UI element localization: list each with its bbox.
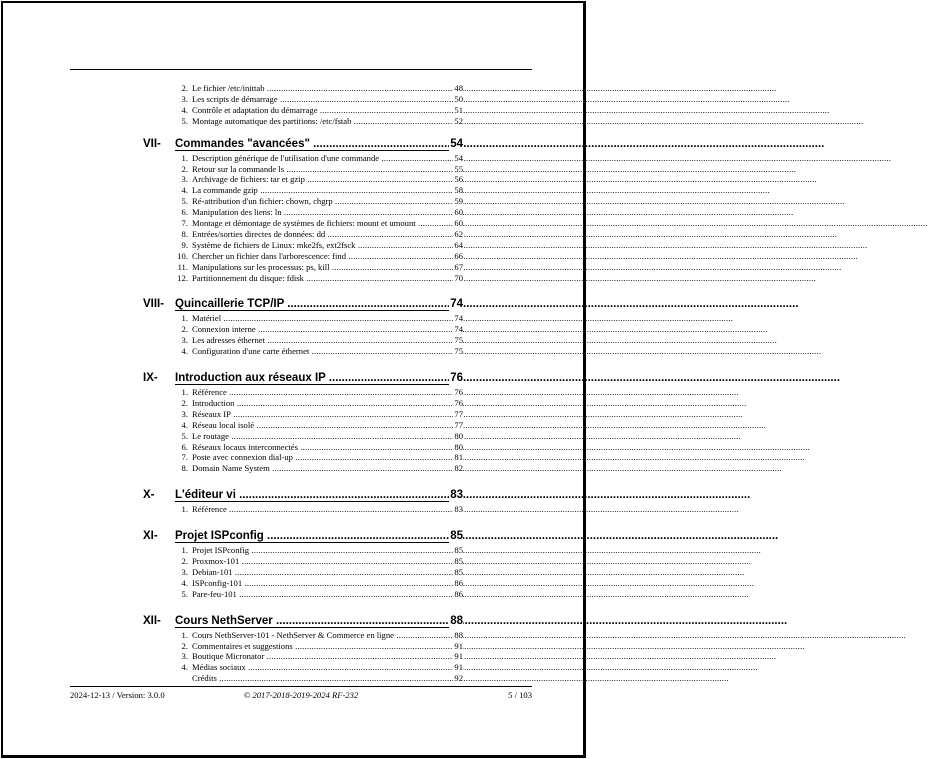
toc-entry-page: 66 bbox=[454, 250, 463, 261]
toc-entry-number: 5. bbox=[181, 430, 188, 441]
toc-entry-title: Ré-attribution d'un fichier: chown, chgrp ..... bbox=[192, 196, 449, 207]
toc-entry-page: 80 bbox=[454, 430, 463, 441]
toc-entry-number: 1. bbox=[181, 545, 188, 556]
chapter-page: 85 bbox=[450, 530, 463, 543]
chapter-roman-numeral: XI- bbox=[143, 530, 158, 543]
toc-entry[interactable] bbox=[181, 313, 463, 324]
toc-entry-number: 10. bbox=[177, 250, 188, 261]
toc-entry[interactable] bbox=[181, 556, 463, 567]
toc-entry[interactable] bbox=[181, 163, 463, 175]
chapter-title: Commandes "avancées" ..... bbox=[175, 138, 824, 150]
toc-entry-page: 86 bbox=[454, 588, 463, 599]
toc-entry-title: Entrées/sorties directes de données: dd ..... bbox=[192, 229, 449, 240]
toc-entry-title: Debian-101 ..... bbox=[192, 567, 449, 578]
toc-chapter-heading[interactable] bbox=[143, 487, 463, 503]
toc-entry-number: 6. bbox=[181, 441, 188, 452]
toc-chapter-heading[interactable] bbox=[143, 613, 463, 629]
toc-entry-number: 6. bbox=[181, 207, 188, 218]
toc-entry[interactable] bbox=[181, 588, 463, 600]
toc-entry-page: 60 bbox=[454, 218, 463, 228]
toc-entry[interactable] bbox=[181, 397, 463, 409]
toc-entry-number: 8. bbox=[181, 228, 188, 239]
toc-entry-page: 88 bbox=[454, 629, 463, 640]
toc-chapter-heading[interactable] bbox=[143, 370, 463, 386]
toc-entry[interactable] bbox=[181, 196, 463, 207]
toc-entry-number: 7. bbox=[181, 452, 188, 463]
toc-entry[interactable] bbox=[181, 463, 463, 474]
toc-entry-number: 4. bbox=[181, 577, 188, 588]
chapter-roman-numeral: X- bbox=[143, 489, 155, 502]
toc-entry-title: Contrôle et adaptation du démarrage ..... bbox=[192, 105, 449, 116]
toc-entry-number: 3. bbox=[181, 566, 188, 577]
toc-entry[interactable] bbox=[181, 640, 463, 652]
toc-entry[interactable] bbox=[181, 185, 463, 196]
chapter-page: 74 bbox=[450, 298, 463, 311]
toc-entry-page: 83 bbox=[454, 504, 463, 515]
toc-entry-title: Manipulation des liens: ln ..... bbox=[192, 207, 449, 218]
toc-entry[interactable] bbox=[177, 250, 463, 262]
toc-entry-page: 74 bbox=[454, 313, 463, 324]
toc-entry-title: Montage et démontage de systèmes de fichiers: mount et umount ..... bbox=[192, 218, 449, 229]
toc-entry[interactable] bbox=[181, 324, 463, 335]
toc-entry-title: Cours NethServer-101 - NethServer & Commerce en ligne ..... bbox=[192, 630, 449, 641]
toc-entry-number: 4. bbox=[181, 419, 188, 430]
toc-entry-number: 8. bbox=[181, 463, 188, 474]
toc-entry[interactable] bbox=[181, 504, 463, 515]
toc-entry[interactable] bbox=[181, 577, 463, 589]
toc-entry-page: 50 bbox=[454, 93, 463, 104]
toc-entry[interactable] bbox=[181, 228, 463, 240]
chapter-roman-numeral: XII- bbox=[143, 614, 161, 627]
toc-entry-page: 76 bbox=[454, 397, 463, 408]
toc-entry-title: Pare-feu-101 ..... bbox=[192, 589, 449, 600]
toc-entry-page: 64 bbox=[454, 239, 463, 250]
toc-entry-page: 82 bbox=[454, 463, 463, 474]
toc-entry-title: Médias sociaux ..... bbox=[192, 662, 449, 673]
toc-entry[interactable] bbox=[181, 430, 463, 442]
toc-entry-number: 2. bbox=[181, 556, 188, 566]
toc-entry-title: Crédits ..... bbox=[192, 673, 449, 684]
toc-entry-number: 7. bbox=[181, 218, 188, 228]
toc-entry[interactable] bbox=[181, 346, 463, 357]
toc-entry-number: 1. bbox=[181, 629, 188, 640]
toc-chapter-heading[interactable] bbox=[143, 296, 463, 312]
toc-entry[interactable] bbox=[181, 174, 463, 185]
toc-entry-number: 4. bbox=[181, 185, 188, 196]
chapter-title: Cours NethServer ..... bbox=[175, 615, 787, 627]
toc-entry[interactable] bbox=[181, 545, 463, 556]
toc-entry[interactable] bbox=[181, 93, 463, 105]
toc-entry-page: 76 bbox=[454, 387, 463, 397]
toc-entry[interactable] bbox=[181, 566, 463, 578]
toc-entry-page: 55 bbox=[454, 163, 463, 174]
chapter-title: Quincaillerie TCP/IP ..... bbox=[175, 298, 798, 310]
chapter-title: Projet ISPconfig ..... bbox=[175, 530, 778, 542]
toc-entry-page: 62 bbox=[454, 228, 463, 239]
footer-copyright: © 2017-2018-2019-2024 RF-232 bbox=[243, 690, 359, 700]
chapter-title-line bbox=[175, 136, 463, 151]
toc-entry[interactable] bbox=[192, 673, 463, 684]
toc-entry[interactable] bbox=[181, 218, 463, 229]
toc-entry-number: 2. bbox=[181, 397, 188, 408]
toc-entry-title: Connexion interne ..... bbox=[192, 324, 449, 335]
toc-entry[interactable] bbox=[177, 272, 463, 284]
chapter-title: L'éditeur vi ..... bbox=[175, 489, 750, 501]
toc-entry-title: Matériel ..... bbox=[192, 313, 449, 324]
chapter-roman-numeral: VII- bbox=[143, 137, 161, 150]
toc-entry-number: 12. bbox=[177, 272, 188, 283]
toc-entry-page: 92 bbox=[454, 673, 463, 684]
chapter-title-line bbox=[175, 613, 463, 628]
toc-entry-title: Référence ..... bbox=[192, 387, 449, 398]
toc-entry-title: Domain Name System ..... bbox=[192, 463, 449, 474]
chapter-title-line bbox=[175, 528, 463, 543]
toc-entry-number: 2. bbox=[181, 324, 188, 335]
toc-entry-title: Référence ..... bbox=[192, 504, 449, 515]
toc-entry-page: 77 bbox=[454, 408, 463, 419]
toc-entry-title: Les scripts de démarrage ..... bbox=[192, 94, 449, 105]
toc-entry-title: Introduction ..... bbox=[192, 398, 449, 409]
toc-entry-page: 60 bbox=[454, 207, 463, 218]
toc-entry[interactable] bbox=[181, 335, 463, 346]
toc-entry[interactable] bbox=[181, 104, 463, 116]
toc-entry-page: 91 bbox=[454, 662, 463, 673]
toc-entry[interactable] bbox=[181, 408, 463, 420]
toc-entry[interactable] bbox=[181, 207, 463, 218]
toc-entry-number: 3. bbox=[181, 651, 188, 662]
chapter-page: 88 bbox=[450, 614, 463, 627]
toc-entry-page: 91 bbox=[454, 640, 463, 651]
toc-chapter-heading[interactable] bbox=[143, 136, 463, 152]
toc-entry-number: 4. bbox=[181, 662, 188, 673]
toc-entry-title: La commande gzip ..... bbox=[192, 185, 449, 196]
toc-entry-page: 81 bbox=[454, 452, 463, 463]
toc-entry-page: 54 bbox=[454, 152, 463, 163]
toc-entry[interactable] bbox=[181, 629, 463, 641]
chapter-page: 76 bbox=[450, 372, 463, 384]
toc-entry-title: Montage automatique des partitions: /etc/fstab ..... bbox=[192, 116, 449, 127]
toc-entry-title: Archivage de fichiers: tar et gzip ..... bbox=[192, 174, 449, 185]
toc-entry-page: 59 bbox=[454, 196, 463, 207]
toc-entry-number: 11. bbox=[177, 261, 188, 272]
toc-entry-title: Le fichier /etc/inittab ..... bbox=[192, 83, 449, 94]
chapter-roman-numeral: VIII- bbox=[143, 298, 165, 311]
toc-entry-title: Commentaires et suggestions ..... bbox=[192, 641, 449, 652]
toc-entry-page: 70 bbox=[454, 272, 463, 283]
toc-entry-title: Poste avec connexion dial-up ..... bbox=[192, 452, 449, 463]
toc-entry[interactable] bbox=[181, 115, 463, 127]
toc-entry-title: Chercher un fichier dans l'arborescence: find ..... bbox=[192, 251, 449, 262]
toc-entry-number: 1. bbox=[181, 504, 188, 515]
toc-entry-page: 80 bbox=[454, 441, 463, 452]
toc-entry-number: 4. bbox=[181, 346, 188, 357]
toc-entry-title: Boutique Micronator ..... bbox=[192, 651, 449, 662]
chapter-roman-numeral: IX- bbox=[143, 372, 158, 384]
toc-entry-page: 74 bbox=[454, 324, 463, 335]
toc-entry-page: 51 bbox=[454, 104, 463, 115]
toc-entry-title: Les adresses éthernet ..... bbox=[192, 335, 449, 346]
toc-chapter-heading[interactable] bbox=[143, 528, 463, 544]
toc-entry-page: 52 bbox=[454, 115, 463, 126]
toc-entry[interactable] bbox=[181, 83, 463, 94]
toc-entry-title: Réseaux IP ..... bbox=[192, 409, 449, 420]
toc-entry-number: 3. bbox=[181, 408, 188, 419]
toc-entry-title: Réseau local isolé ..... bbox=[192, 420, 449, 431]
toc-entry-page: 48 bbox=[454, 83, 463, 93]
toc-entry-page: 58 bbox=[454, 185, 463, 196]
toc-entry-title: Retour sur la commande ls ..... bbox=[192, 164, 449, 175]
toc-entry-title: Réseaux locaux interconnectés ..... bbox=[192, 442, 449, 453]
toc-entry-page: 86 bbox=[454, 577, 463, 588]
footer-page-number: 5 / 103 bbox=[508, 690, 532, 700]
toc-entry-title: Partitionnement du disque: fdisk ..... bbox=[192, 273, 449, 284]
toc-entry[interactable] bbox=[181, 152, 463, 164]
toc-entry-number: 3. bbox=[181, 335, 188, 346]
toc-entry-number: 9. bbox=[181, 239, 188, 250]
footer-version: 2024-12-13 / Version: 3.0.0 bbox=[70, 690, 165, 700]
chapter-page: 54 bbox=[450, 137, 463, 150]
toc-entry-title: Proxmox-101 ..... bbox=[192, 556, 449, 567]
toc-entry-page: 85 bbox=[454, 566, 463, 577]
toc-entry-page: 75 bbox=[454, 346, 463, 357]
toc-entry[interactable] bbox=[181, 239, 463, 251]
toc-entry[interactable] bbox=[181, 387, 463, 398]
toc-entry[interactable] bbox=[181, 662, 463, 673]
toc-entry-title: Configuration d'une carte éthernet ..... bbox=[192, 346, 449, 357]
header-rule bbox=[70, 69, 532, 70]
toc-entry-number: 5. bbox=[181, 588, 188, 599]
toc-entry-page: 91 bbox=[454, 651, 463, 662]
toc-entry-number: 3. bbox=[181, 93, 188, 104]
footer-rule bbox=[70, 686, 532, 687]
page-footer bbox=[70, 689, 532, 701]
toc-entry-title: Description générique de l'utilisation d'une commande ..... bbox=[192, 153, 449, 164]
toc-entry-title: Le routage ..... bbox=[192, 431, 449, 442]
toc-entry-number: 2. bbox=[181, 83, 188, 93]
toc-entry-number: 2. bbox=[181, 640, 188, 651]
chapter-title-line bbox=[175, 370, 463, 385]
toc-entry-page: 67 bbox=[454, 261, 463, 272]
toc-entry-number: 2. bbox=[181, 163, 188, 174]
toc-entry-title: Système de fichiers de Linux: mke2fs, ext2fsck ..... bbox=[192, 240, 449, 251]
toc-entry-page: 77 bbox=[454, 419, 463, 430]
toc-entry-title: ISPconfig-101 ..... bbox=[192, 578, 449, 589]
toc-entry[interactable] bbox=[181, 419, 463, 431]
toc-entry[interactable] bbox=[181, 651, 463, 662]
toc-entry-number: 3. bbox=[181, 174, 188, 185]
toc-entry-number: 1. bbox=[181, 387, 188, 397]
chapter-page: 83 bbox=[450, 489, 463, 502]
chapter-title-line bbox=[175, 487, 463, 502]
toc-entry-page: 75 bbox=[454, 335, 463, 346]
toc-entry[interactable] bbox=[181, 441, 463, 453]
toc-entry-page: 85 bbox=[454, 556, 463, 566]
toc-entry-page: 85 bbox=[454, 545, 463, 556]
toc-entry-page: 56 bbox=[454, 174, 463, 185]
toc-entry[interactable] bbox=[177, 261, 463, 273]
toc-entry-number: 5. bbox=[181, 115, 188, 126]
toc-entry[interactable] bbox=[181, 452, 463, 463]
toc-entry-title: Manipulations sur les processus: ps, kill ..... bbox=[192, 262, 449, 273]
toc-entry-title: Projet ISPconfig ..... bbox=[192, 545, 449, 556]
toc-entry-number: 4. bbox=[181, 104, 188, 115]
chapter-title: Introduction aux réseaux IP ..... bbox=[175, 372, 840, 384]
toc-entry-number: 5. bbox=[181, 196, 188, 207]
toc-entry-number: 1. bbox=[181, 152, 188, 163]
chapter-title-line bbox=[175, 296, 463, 311]
toc-entry-number: 1. bbox=[181, 313, 188, 324]
